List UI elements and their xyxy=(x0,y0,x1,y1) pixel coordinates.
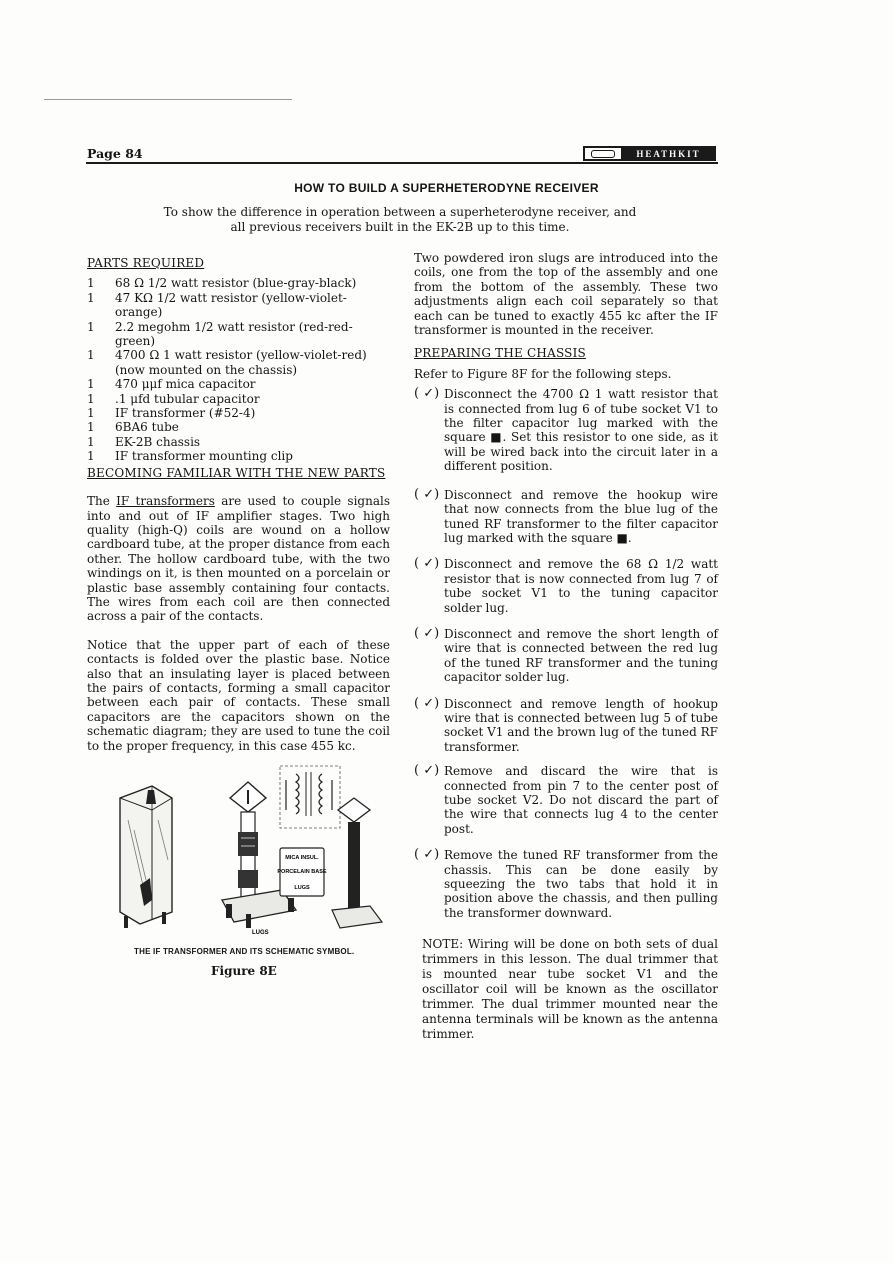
part-qty: 1 xyxy=(87,319,95,334)
label-lugs-box: LUGS xyxy=(294,885,310,891)
step-text: Disconnect and remove the 68 Ω 1/2 watt resistor that is now connected from lug 7 of tube socket V1 to the tuning capacitor solder lug. xyxy=(444,557,718,615)
top-rule xyxy=(44,99,292,100)
step-text: Disconnect the 4700 Ω 1 watt resistor that is connected from lug 6 of tube socket V1 to the filter capacitor lug marked with the square ■. Set this resistor to one side, as it will be wired back into the circuit later in a different position. xyxy=(444,387,718,474)
if-transformer-figure xyxy=(100,760,390,940)
part-description: IF transformer mounting clip xyxy=(115,449,293,464)
step-text: Remove and discard the wire that is connected from pin 7 to the center post of tube socket V2. Do not discard the part of the wire that connects lug 4 to the center post. xyxy=(444,764,718,836)
p1-rest: are used to couple signals into and out of IF amplifier stages. Two high quality (high-Q) coils are wound on a hollow cardboard tube, at the proper distance from each other. The hollow cardboard tube, with the two windings on it, is then mounted on a porcelain or plastic base assembly containing four contacts. The wires from each coil are then connected across a pair of the contacts. xyxy=(87,494,390,624)
step-checkbox[interactable]: ( ✓) xyxy=(414,386,440,402)
step-item xyxy=(414,387,718,473)
steps-list xyxy=(414,387,718,920)
p1-lead: The xyxy=(87,494,117,509)
step-text: Disconnect and remove length of hookup wire that is connected between lug 5 of tube socket V1 and the brown lug of the tuned RF transformer. xyxy=(444,696,718,754)
label-mica: MICA INSUL. xyxy=(285,855,319,861)
part-item xyxy=(87,320,390,349)
familiar-paragraph-1 xyxy=(87,494,390,624)
step-checkbox[interactable]: ( ✓) xyxy=(414,695,440,711)
step-item xyxy=(414,764,718,836)
right-column xyxy=(414,251,718,920)
part-description: 47 KΩ 1/2 watt resistor (yellow-violet-orange) xyxy=(115,290,347,320)
part-item xyxy=(87,276,390,290)
part-description: EK-2B chassis xyxy=(115,434,201,449)
parts-list xyxy=(87,276,390,463)
part-qty: 1 xyxy=(87,377,95,392)
header-divider xyxy=(86,162,718,164)
step-checkbox[interactable]: ( ✓) xyxy=(414,556,440,572)
step-checkbox[interactable]: ( ✓) xyxy=(414,486,440,502)
logo-emblem-icon xyxy=(585,148,623,159)
intro-text: To show the difference in operation between a superheterodyne receiver, and all previous receivers built in the EK-2B up to this time. xyxy=(163,205,637,234)
logo-text: HEATHKIT xyxy=(623,148,714,159)
refer-line: Refer to Figure 8F for the following steps. xyxy=(414,366,672,381)
part-description: IF transformer (#52-4) xyxy=(115,406,256,421)
part-qty: 1 xyxy=(87,420,95,435)
part-description: .1 μfd tubular capacitor xyxy=(115,391,260,406)
preparing-heading: PREPARING THE CHASSIS xyxy=(414,346,586,361)
page-title: HOW TO BUILD A SUPERHETERODYNE RECEIVER xyxy=(294,181,599,195)
figure-number: Figure 8E xyxy=(211,964,277,978)
parts-required-heading: PARTS REQUIRED xyxy=(87,256,205,270)
part-qty: 1 xyxy=(87,449,95,464)
part-qty: 1 xyxy=(87,348,95,363)
step-text: Remove the tuned RF transformer from the chassis. This can be done easily by squeezing the two tabs that hold it in position above the chassis, and then pulling the transformer downward. xyxy=(444,848,718,920)
page-number: Page 84 xyxy=(87,146,143,161)
label-lugs: LUGS xyxy=(252,930,269,936)
part-qty: 1 xyxy=(87,391,95,406)
part-description: 2.2 megohm 1/2 watt resistor (red-red-green) xyxy=(115,319,353,349)
part-item xyxy=(87,406,390,420)
part-description: 6BA6 tube xyxy=(115,420,179,435)
right-coil-drawing xyxy=(332,798,382,928)
step-checkbox[interactable]: ( ✓) xyxy=(414,625,440,641)
step-item xyxy=(414,627,718,685)
part-qty: 1 xyxy=(87,290,95,305)
part-description: 4700 Ω 1 watt resistor (yellow-violet-red) (now mounted on the chassis) xyxy=(115,348,367,377)
step-text: Disconnect and remove the short length of wire that is connected between the red lug of the tuned RF transformer and the tuning capacitor solder lug. xyxy=(444,626,718,685)
part-item xyxy=(87,377,390,391)
part-description: 68 Ω 1/2 watt resistor (blue-gray-black) xyxy=(115,276,357,291)
part-item xyxy=(87,449,390,463)
step-item xyxy=(414,488,718,546)
part-item xyxy=(87,291,390,320)
step-item xyxy=(414,697,718,755)
familiar-heading: BECOMING FAMILIAR WITH THE NEW PARTS xyxy=(87,465,386,480)
schematic-symbol xyxy=(280,766,340,828)
right-intro-paragraph: Two powdered iron slugs are introduced into the coils, one from the top of the assembly and one from the bottom of the assembly. These two adjustments align each coil separately so that each can be tuned to exactly 455 kc after the IF transformer is mounted in the receiver. xyxy=(414,251,718,338)
familiar-paragraph-2: Notice that the upper part of each of these contacts is folded over the plastic base. Notice also that an insulating layer is placed between the pairs of contacts, forming a small capacitor between each pair of contacts. These small capacitors are the capacitors shown on the schematic diagram; they are used to tune the coil to the proper frequency, in this case 455 kc. xyxy=(87,637,390,753)
part-item xyxy=(87,392,390,406)
p1-term: IF transformers xyxy=(116,494,215,509)
step-item xyxy=(414,557,718,615)
part-qty: 1 xyxy=(87,434,95,449)
if-can-drawing xyxy=(120,786,172,928)
note-paragraph: NOTE: Wiring will be done on both sets of dual trimmers in this lesson. The dual trimmer that is mounted near tube socket V1 and the oscillator coil will be known as the oscillator trimmer. The dual trimmer mounted near the antenna terminals will be known as the antenna trimmer. xyxy=(422,937,718,1041)
part-item xyxy=(87,435,390,449)
label-porcelain: PORCELAIN BASE xyxy=(277,869,327,875)
step-text: Disconnect and remove the hookup wire that now connects from the blue lug of the tuned RF transformer to the filter capacitor lug marked with the square ■. xyxy=(444,487,718,545)
step-checkbox[interactable]: ( ✓) xyxy=(414,763,440,779)
part-description: 470 μμf mica capacitor xyxy=(115,377,256,392)
figure-caption: THE IF TRANSFORMER AND ITS SCHEMATIC SYMBOL. xyxy=(134,947,355,956)
left-column xyxy=(87,256,390,753)
part-item xyxy=(87,420,390,434)
part-item xyxy=(87,348,390,377)
step-item xyxy=(414,848,718,920)
part-qty: 1 xyxy=(87,276,95,291)
step-checkbox[interactable]: ( ✓) xyxy=(414,847,440,863)
part-qty: 1 xyxy=(87,406,95,421)
heathkit-logo xyxy=(583,146,716,161)
